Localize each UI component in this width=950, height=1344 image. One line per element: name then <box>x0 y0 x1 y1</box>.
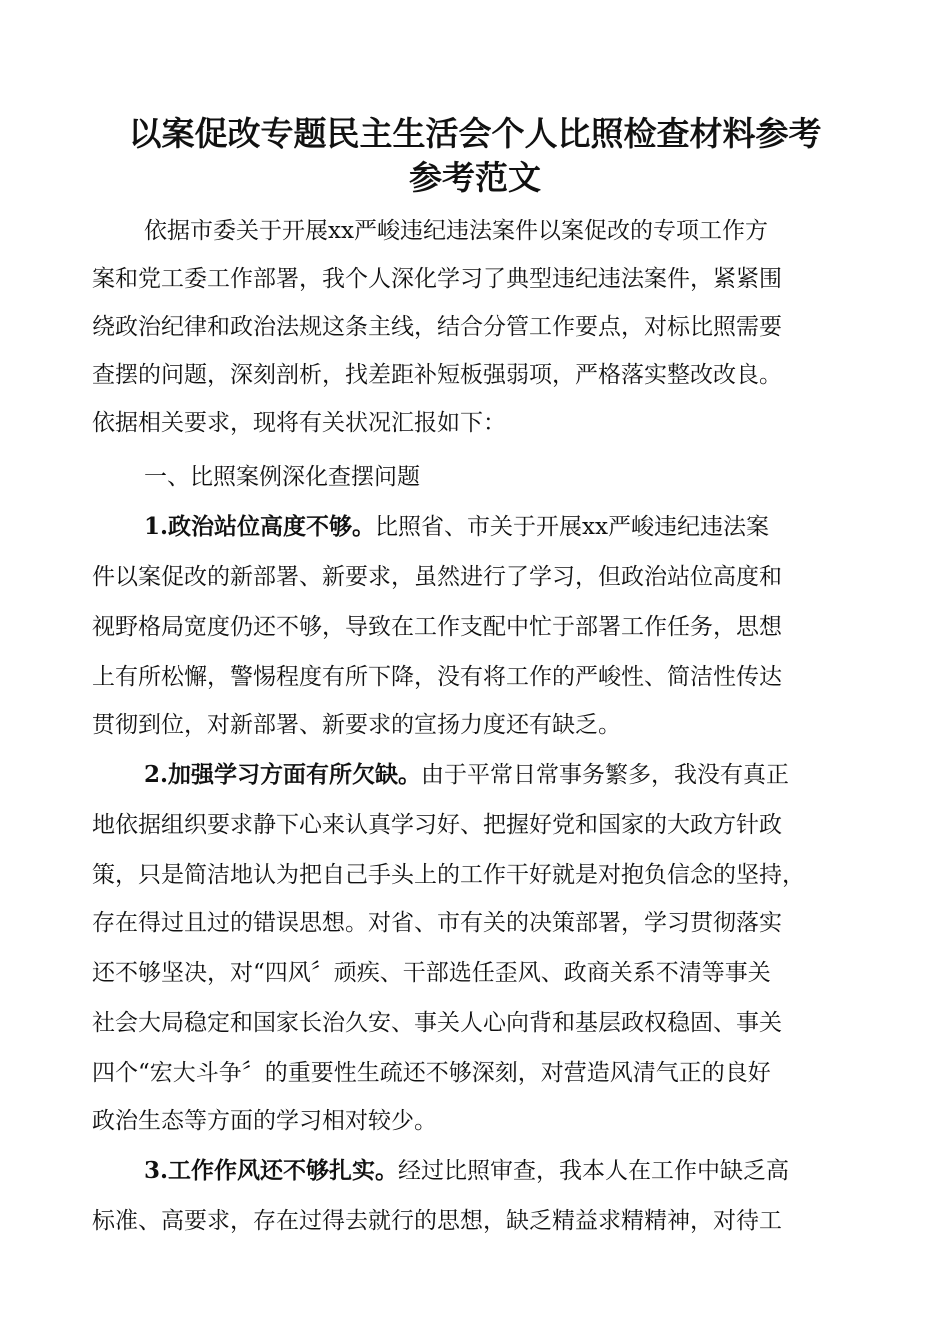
item-1-line: 视野格局宽度仍还不够，导致在工作支配中忙于部署工作任务，思想 <box>92 614 782 640</box>
item-3-first-line-rest: 经过比照审查，我本人在工作中缺乏高 <box>398 1158 790 1184</box>
item-1-line: 贯彻到位，对新部署、新要求的宣扬力度还有缺乏。 <box>92 712 621 738</box>
item-2-first-line-rest: 由于平常日常事务繁多，我没有真正 <box>421 762 790 788</box>
item-1-line: 上有所松懈，警惕程度有所下降，没有将工作的严峻性、简洁性传达 <box>92 664 782 690</box>
intro-line-1: 依据市委关于开展xx严峻违纪违法案件以案促改的专项工作方 <box>144 218 768 244</box>
item-3-line: 标准、高要求，存在过得去就行的思想，缺乏精益求精精神，对待工 <box>92 1208 782 1234</box>
item-2-first-line <box>144 760 789 790</box>
intro-line-5: 依据相关要求，现将有关状况汇报如下： <box>92 410 506 436</box>
item-2-line: 地依据组织要求静下心来认真学习好、把握好党和国家的大政方针政 <box>92 812 782 838</box>
item-1-first-line-rest: 比照省、市关于开展xx严峻违纪违法案 <box>375 514 769 540</box>
item-2-line: 政治生态等方面的学习相对较少。 <box>92 1108 437 1134</box>
document-title-line-1: 以案促改专题民主生活会个人比照检查材料参考 <box>128 114 822 153</box>
item-2-line: 存在得过且过的错误思想。对省、市有关的决策部署，学习贯彻落实 <box>92 910 782 936</box>
item-2-line: 还不够坚决，对“四风〞顽疾、干部选任歪风、政商关系不清等事关 <box>92 960 771 986</box>
item-2-line: 社会大局稳定和国家长治久安、事关人心向背和基层政权稳固、事关 <box>92 1010 782 1036</box>
item-1-line: 件以案促改的新部署、新要求，虽然进行了学习，但政治站位高度和 <box>92 564 782 590</box>
section-heading-1: 一、比照案例深化查摆问题 <box>144 464 420 490</box>
intro-line-3: 绕政治纪律和政治法规这条主线，结合分管工作要点，对标比照需要 <box>92 314 782 340</box>
item-3-first-line <box>144 1156 789 1186</box>
item-2-line: 策，只是简洁地认为把自己手头上的工作干好就是对抱负信念的坚持， <box>92 862 805 888</box>
item-2-line: 四个“宏大斗争〞的重要性生疏还不够深刻，对营造风清气正的良好 <box>92 1060 771 1086</box>
item-3-lead: 3.工作作风还不够扎实。 <box>144 1157 399 1184</box>
intro-line-4: 查摆的问题，深刻剖析，找差距补短板强弱项，严格落实整改改良。 <box>92 362 782 388</box>
item-1-lead: 1.政治站位高度不够。 <box>144 513 376 540</box>
item-2-lead: 2.加强学习方面有所欠缺。 <box>144 761 422 788</box>
item-1-first-line <box>144 512 769 542</box>
intro-line-2: 案和党工委工作部署，我个人深化学习了典型违纪违法案件，紧紧围 <box>92 266 782 292</box>
document-title-line-2: 参考范文 <box>409 158 541 197</box>
